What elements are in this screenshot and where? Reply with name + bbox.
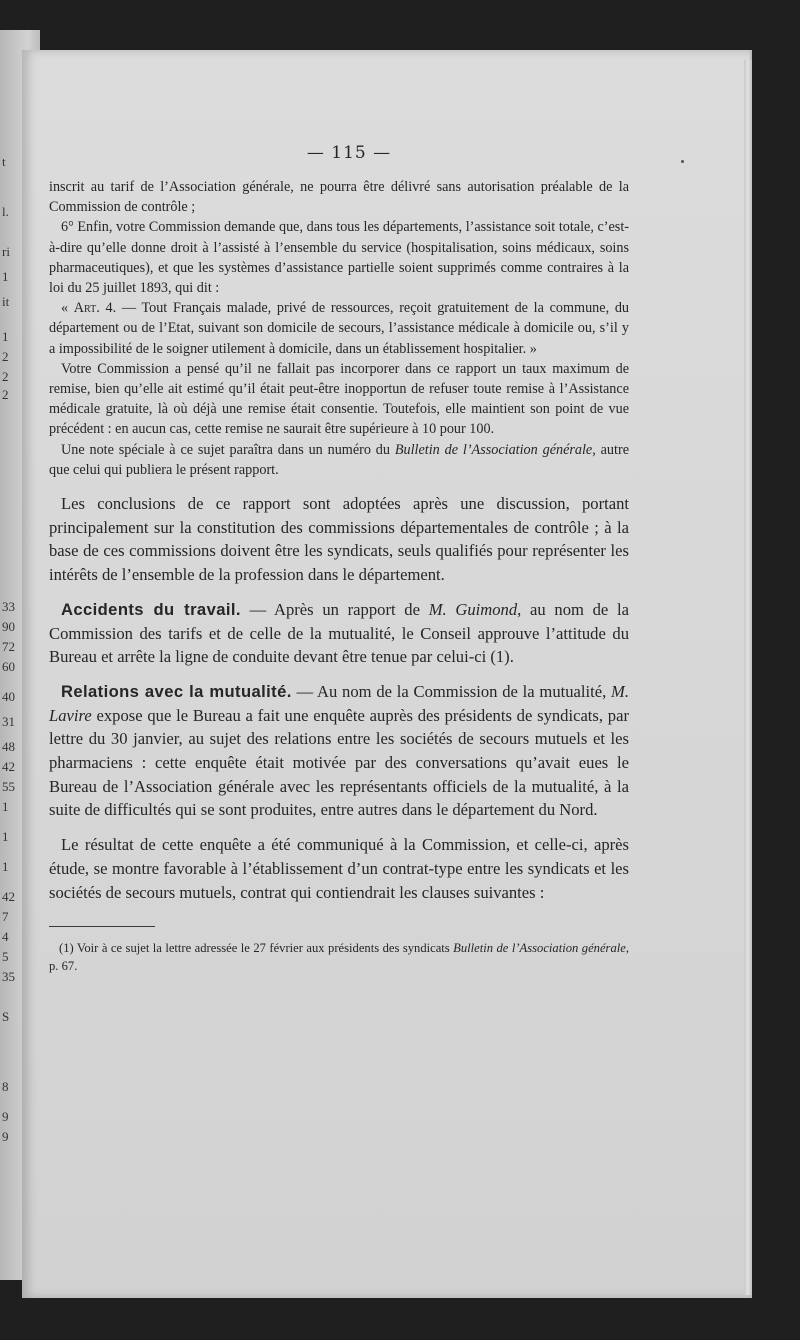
- proceedings: [49, 492, 629, 904]
- paper-speck: [681, 160, 684, 163]
- relations-before: — Au nom de la Commission de la mutualité,: [291, 681, 612, 701]
- margin-fragment: 42: [2, 889, 15, 904]
- relations-after: expose que le Bureau a fait une enquête auprès des présidents de syndicats, par lettre du 30 janvier, au sujet des relations entre les sociétés de secours mutuels et les pharmaciens : cette enquête était motivée par des conversations qu’avait eues le Bureau de l’Association générale avec les représentants officiels de la mutualité, à la suite de difficultés qui se sont produites, entre autres dans le département du Nord.: [49, 705, 629, 820]
- margin-fragment: S: [2, 1009, 10, 1024]
- heading-accidents-du-travail: Accidents du travail.: [61, 599, 241, 619]
- page-fore-edge: [744, 60, 752, 1295]
- accidents-name: M. Guimond: [428, 599, 518, 619]
- note-before: Une note spéciale à ce sujet paraîtra dans un numéro du: [61, 441, 395, 458]
- article-label: Art.: [73, 300, 100, 317]
- article-text: 4. — Tout Français malade, privé de ressources, reçoit gratuitement de la commune, du département ou de l’Etat, suivant son domicile de secours, l’assistance médicale à domicile ou, s’il y a impossibilité de le soigner utilement à domicile, dans un établissement hospitalier. »: [49, 300, 630, 357]
- margin-fragment: 2: [2, 349, 9, 364]
- accidents-before: — Après un rapport de: [240, 599, 429, 619]
- relations-name: M. Lavire: [49, 681, 630, 725]
- margin-fragment: 42: [2, 759, 15, 774]
- paragraph-tarif: inscrit au tarif de l’Association générale, ne pourra être délivré sans autorisation préalable de la Commission de contrôle ;: [49, 179, 629, 216]
- paragraph-result: Le résultat de cette enquête a été communiqué à la Commission, et celle-ci, après étude, se montre favorable à l’établissement d’un contrat-type entre les syndicats et les sociétés de secours mutuels, contrat qui contiendrait les clauses suivantes :: [49, 835, 629, 902]
- page-content: [49, 143, 629, 975]
- margin-fragment: l.: [2, 204, 9, 219]
- paragraph-commission: Votre Commission a pensé qu’il ne fallait pas incorporer dans ce rapport un taux maximum de remise, bien qu’elle ait estimé qu’il était peut-être inopportun de refuser toute remise à l’Assistance médicale gratuite, là où déjà une remise était consentie. Toutefois, elle maintient son point de vue précédent : en aucun cas, cette remise ne saurait être supérieure à 10 pour 100.: [49, 360, 629, 438]
- margin-fragment: t: [2, 154, 6, 169]
- margin-fragment: 9: [2, 1129, 9, 1144]
- margin-fragment: 5: [2, 949, 9, 964]
- margin-fragment: 2: [2, 369, 9, 384]
- footnote: [49, 939, 629, 975]
- margin-fragment: 1: [2, 829, 9, 844]
- margin-fragment: 35: [2, 969, 15, 984]
- margin-fragment: 2: [2, 387, 9, 402]
- margin-fragment: 9: [2, 1109, 9, 1124]
- margin-fragment: 1: [2, 799, 9, 814]
- margin-fragment: 1: [2, 329, 9, 344]
- note-bulletin-title: Bulletin de l’Association générale: [394, 441, 593, 458]
- footnote-after: , p. 67.: [49, 941, 629, 974]
- margin-fragment: 55: [2, 779, 15, 794]
- margin-fragment: 4: [2, 929, 9, 944]
- margin-fragment: 1: [2, 269, 9, 284]
- article-open-quote: «: [61, 300, 74, 317]
- note-after: , autre que celui qui publiera le présent rapport.: [49, 441, 629, 478]
- paragraph-enfin: 6° Enfin, votre Commission demande que, dans tous les départements, l’assistance soit totale, c’est-à-dire qu’elle donne droit à l’assisté à l’ensemble du service (hospitalisation, soins médicaux, soins pharmaceutiques), et que les systèmes d’assistance partielle soient supprimés comme contraires à la loi du 25 juillet 1893, qui dit :: [49, 219, 629, 297]
- heading-relations-mutualite: Relations avec la mutualité.: [61, 681, 292, 701]
- paragraph-conclusions: Les conclusions de ce rapport sont adoptées après une discussion, portant principalement sur la constitution des commissions départementales de contrôle ; à la base de ces commissions doivent être les syndicats, seuls qualifiés pour représenter les intérêts de l’ensemble de la profession dans le département.: [49, 494, 629, 585]
- margin-fragment: 33: [2, 599, 15, 614]
- page-number: — 115 —: [306, 143, 392, 163]
- margin-fragment: 7: [2, 909, 9, 924]
- margin-fragment: ri: [2, 244, 10, 259]
- footnote-text: [49, 939, 629, 975]
- margin-fragment: 90: [2, 619, 15, 634]
- margin-fragment: 31: [2, 714, 15, 729]
- accidents-after: , au nom de la Commission des tarifs et de celle de la mutualité, le Conseil approuve l’attitude du Bureau et arrête la ligne de conduite devant être tenue par celui-ci (1).: [49, 599, 630, 667]
- report-excerpt: [49, 177, 629, 480]
- footnote-body: (1) Voir à ce sujet la lettre adressée le 27 février aux présidents des syndicats: [59, 941, 454, 956]
- paragraph-relations: [49, 680, 629, 822]
- paragraph-article: [49, 298, 629, 359]
- footnote-divider: [49, 926, 155, 927]
- margin-fragment: 48: [2, 739, 15, 754]
- margin-fragment: 72: [2, 639, 15, 654]
- paragraph-accidents: [49, 598, 629, 669]
- margin-fragment: 1: [2, 859, 9, 874]
- footnote-bulletin-title: Bulletin de l’Association générale: [453, 941, 626, 956]
- margin-fragment: 40: [2, 689, 15, 704]
- margin-fragment: 8: [2, 1079, 9, 1094]
- paragraph-note: [49, 440, 629, 480]
- margin-fragment: 60: [2, 659, 15, 674]
- margin-fragment: it: [2, 294, 10, 309]
